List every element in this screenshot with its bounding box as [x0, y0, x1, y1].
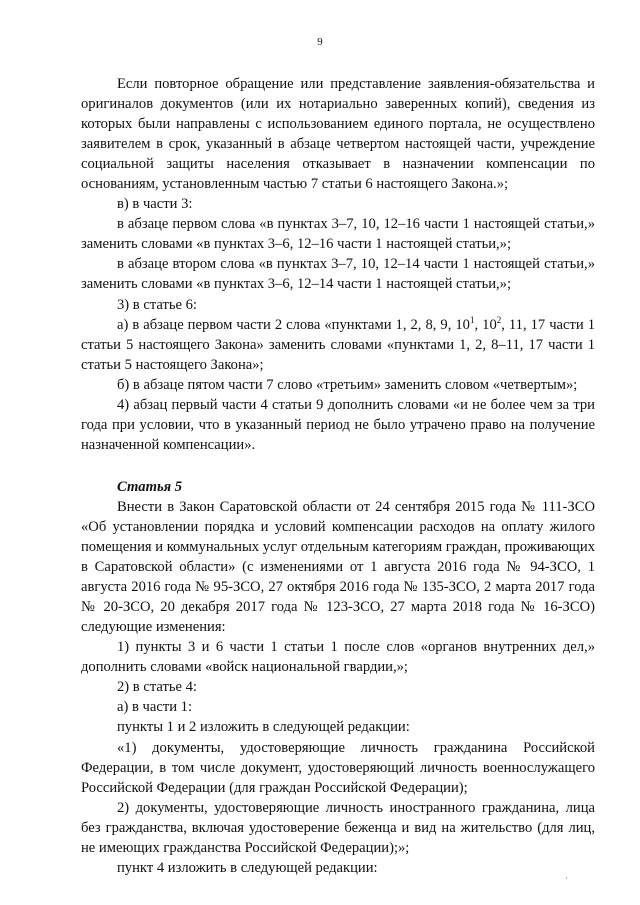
paragraph: 1) пункты 3 и 6 части 1 статьи 1 после слов «органов внутренних дел,» дополнить словами «войск национальной гвардии,»; — [81, 639, 595, 676]
paragraph: 4) абзац первый части 4 статьи 9 дополнить словами «и не более чем за три года при условии, что в указанный период не было утрачено право на получение назначенной компенсации». — [81, 396, 595, 453]
paragraph: пункты 1 и 2 изложить в следующей редакции: — [117, 719, 410, 736]
paragraph: пункт 4 изложить в следующей редакции: — [117, 859, 378, 876]
paragraph: в абзаце втором слова «в пунктах 3–7, 10, 12–14 части 1 настоящей статьи,» заменить словами «в пунктах 3–6, 12–14 части 1 настоящей статьи,»; — [81, 256, 595, 293]
paragraph-article6-a — [81, 315, 595, 375]
article-heading: Статья 5 — [117, 478, 183, 495]
text-fragment: а) в абзаце первом части 2 слова «пунктами 1, 2, 8, 9, 10 — [117, 316, 470, 333]
paragraph: б) в абзаце пятом части 7 слово «третьим» заменить словом «четвертым»; — [117, 376, 578, 393]
paragraph: «1) документы, удостоверяющие личность гражданина Российской Федерации, в том числе документ, удостоверяющий личность военнослужащего Российской Федерации (для граждан Российской Федерации); — [81, 739, 595, 796]
paragraph: 2) документы, удостоверяющие личность иностранного гражданина, лица без гражданства, включая удостоверение беженца и вид на жительство (для лиц, не имеющих гражданства Российской Федерации);»; — [81, 799, 595, 856]
page-number: 9 — [317, 36, 323, 48]
superscript: 2 — [496, 314, 502, 325]
paragraph: в) в части 3: — [117, 196, 193, 213]
scan-mark: · — [565, 873, 568, 883]
paragraph: а) в части 1: — [117, 699, 193, 716]
paragraph: Если повторное обращение или представление заявления-обязательства и оригиналов документов (или их нотариально заверенных копий), сведения из которых были направлены с использованием единого портала, не осуществлено заявителем в срок, указанный в абзаце четвертом настоящей части, учреждение социальной защиты населения отказывает в назначении компенсации по основаниям, установленным частью 7 статьи 6 настоящего Закона.»; — [81, 76, 595, 193]
paragraph: 2) в статье 4: — [117, 679, 197, 696]
text-fragment: , 10 — [474, 316, 497, 333]
text-fragment: , 11, 17 части 1 статьи 5 настоящего Закона» заменить словами «пунктами 1, 2, 8–11, 17 части 1 статьи 5 настоящего Закона»; — [81, 316, 596, 373]
document-body — [81, 74, 595, 878]
paragraph: в абзаце первом слова «в пунктах 3–7, 10, 12–16 части 1 настоящей статьи,» заменить словами «в пунктах 3–6, 12–16 части 1 настоящей статьи,»; — [81, 216, 595, 253]
spacer — [81, 455, 595, 477]
paragraph: 3) в статье 6: — [117, 296, 197, 313]
superscript: 1 — [469, 314, 475, 325]
paragraph: Внести в Закон Саратовской области от 24 сентября 2015 года № 111-ЗСО «Об установлении порядка и условий компенсации расходов на оплату жилого помещения и коммунальных услуг отдельным категориям граждан, проживающих в Саратовской области» (с изменениями от 1 августа 2016 года № 94-ЗСО, 1 августа 2016 года № 95-ЗСО, 27 октября 2016 года № 135-ЗСО, 2 марта 2017 года № 20-ЗСО, 20 декабря 2017 года № 123-ЗСО, 27 марта 2018 года № 16-ЗСО) следующие изменения: — [81, 498, 596, 636]
